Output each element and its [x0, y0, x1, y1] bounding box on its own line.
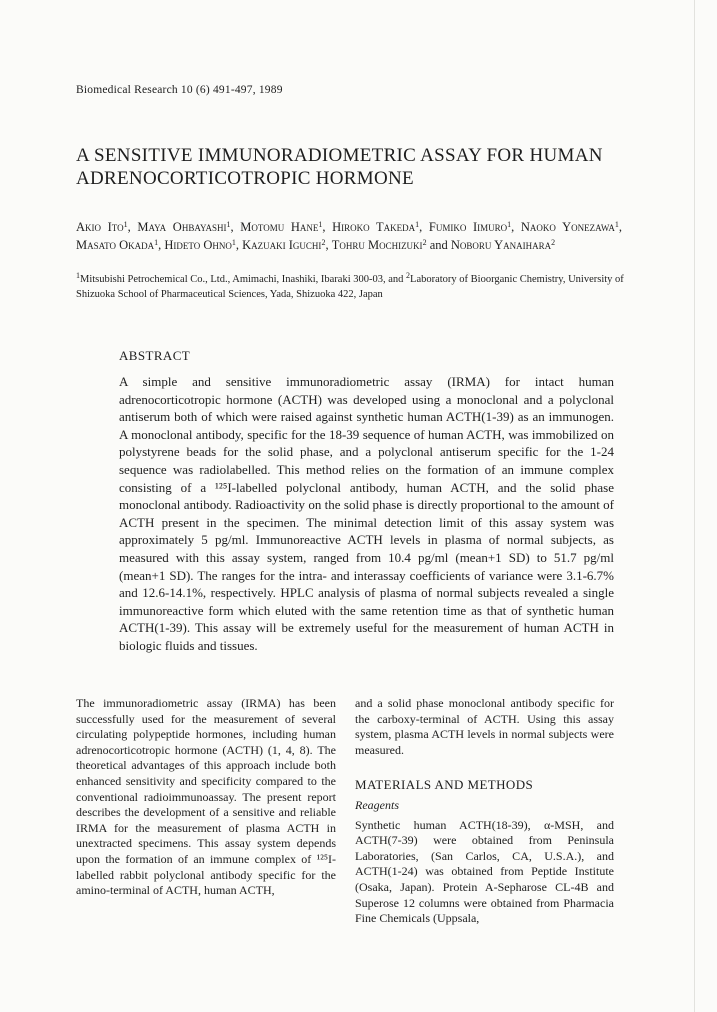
author-affiliation-marker: 1 — [123, 220, 128, 229]
author-affiliation-marker: 2 — [321, 238, 326, 247]
article-title: A SENSITIVE IMMUNORADIOMETRIC ASSAY FOR HUMAN ADRENOCORTICOTROPIC HORMONE — [76, 145, 603, 189]
author-affiliation-marker: 1 — [231, 238, 236, 247]
author-name: Hiroko Takeda — [332, 220, 416, 234]
page-edge-shadow — [694, 0, 695, 1012]
author-affiliation-marker: 1 — [318, 220, 323, 229]
reagents-paragraph: Synthetic human ACTH(18-39), α-MSH, and ACTH(7-39) were obtained from Peninsula Laboratories, (San Carlos, CA, U.S.A.), and ACTH(1-24) was obtained from Peptide Institute (Osaka, Japan). Protein A-Sepharose CL-4B and Superose 12 columns were obtained from Pharmacia Fine Chemicals (Uppsala, — [355, 817, 614, 926]
author-name: Masato Okada — [76, 238, 155, 252]
introduction-paragraph: The immunoradiometric assay (IRMA) has been successfully used for the measurement of several circulating polypeptide hormones, including human adrenocorticotropic hormone (ACTH) (1, 4, 8). The theoretical advantages of this approach include both enhanced sensitivity and specificity compared to the conventional radioimmunoassay. The present report describes the development of a sensitive and reliable IRMA for the measurement of plasma ACTH in unextracted specimens. This assay system depends upon the formation of an immune complex of ¹²⁵I-labelled rabbit polyclonal antibody specific for the amino-terminal of ACTH, human ACTH, — [76, 696, 336, 898]
author-affiliation-marker: 1 — [507, 220, 512, 229]
author-list: Akio Ito$^1$, Maya Ohbayashi$^1$, Motomu Hane$^1$, Hiroko Takeda$^1$, Fumiko Iimuro$^1$, Naoko Yonezawa$^1$, Masato Okada$^1$, Hideto Ohno$^1$, Kazuaki Iguchi$^2$, Tohru Mochizuki$^2$ and Noboru Yanaihara$^2$ — [76, 220, 623, 252]
methods-heading: MATERIALS AND METHODS — [355, 777, 534, 793]
affiliation-1-text: Mitsubishi Petrochemical Co., Ltd., Amimachi, Inashiki, Ibaraki 300-03, and — [80, 274, 407, 285]
author-affiliation-marker: 2 — [551, 238, 556, 247]
body-column-left — [76, 696, 336, 899]
abstract-section — [119, 348, 614, 655]
abstract-text: A simple and sensitive immunoradiometric assay (IRMA) for intact human adrenocorticotropic hormone (ACTH) was developed using a monoclonal and a polyclonal antiserum both of which were raised against synthetic human ACTH(1-39) as an immunogen. A monoclonal antibody, specific for the 18-39 sequence of human ACTH, was immobilized on polystyrene beads for the solid phase, and a polyclonal antiserum specific for the 1-24 sequence was radiolabelled. This method relies on the formation of an immune complex consisting of a ¹²⁵I-labelled polyclonal antibody, human ACTH, and the solid phase monoclonal antibody. Radioactivity on the solid phase is directly proportional to the amount of ACTH present in the specimen. The minimal detection limit of this assay system was approximately 5 pg/ml. Immunoreactive ACTH levels in plasma of normal subjects, as measured with this assay system, ranged from 10.4 pg/ml (mean+1 SD) to 51.7 pg/ml (mean+1 SD). The ranges for the intra- and interassay coefficients of variance were 3.1-6.7% and 12.6-14.1%, respectively. HPLC analysis of plasma of normal subjects revealed a single immunoreactive form which eluted with the same retention time as that of synthetic human ACTH(1-39). This assay will be extremely useful for the measurement of human ACTH in biologic fluids and tissues. — [119, 374, 614, 653]
affiliation-2-text: Laboratory of Bioorganic Chemistry, University of Shizuoka School of Pharmaceutical Sciences, Yada, Shizuoka 422, Japan — [76, 274, 624, 300]
author-affiliation-marker: 1 — [614, 220, 619, 229]
author-name: Maya Ohbayashi — [137, 220, 227, 234]
author-name: Kazuaki Iguchi — [242, 238, 322, 252]
author-affiliation-marker: 1 — [226, 220, 231, 229]
author-name: Hideto Ohno — [164, 238, 232, 252]
affiliations — [76, 273, 626, 302]
author-name: Noboru Yanaihara — [450, 238, 552, 252]
affiliation-2-marker: 2 — [406, 271, 411, 280]
affiliation-1-marker: 1 — [76, 271, 80, 280]
author-affiliation-marker: 1 — [415, 220, 420, 229]
author-affiliation-marker: 1 — [154, 238, 159, 247]
body-column-right — [355, 696, 614, 927]
author-name: Motomu Hane — [240, 220, 319, 234]
reagents-subheading: Reagents — [355, 797, 399, 812]
abstract-heading: ABSTRACT — [119, 348, 191, 363]
author-affiliation-marker: 2 — [422, 238, 427, 247]
author-name: Fumiko Iimuro — [428, 220, 508, 234]
introduction-continuation: and a solid phase monoclonal antibody specific for the carboxy-terminal of ACTH. Using this assay system, plasma ACTH levels in normal subjects were measured. — [355, 696, 614, 757]
journal-citation: Biomedical Research 10 (6) 491-497, 1989 — [76, 84, 283, 96]
author-name: Tohru Mochizuki — [331, 238, 423, 252]
author-name: Naoko Yonezawa — [520, 220, 615, 234]
author-name: Akio Ito — [76, 220, 124, 234]
